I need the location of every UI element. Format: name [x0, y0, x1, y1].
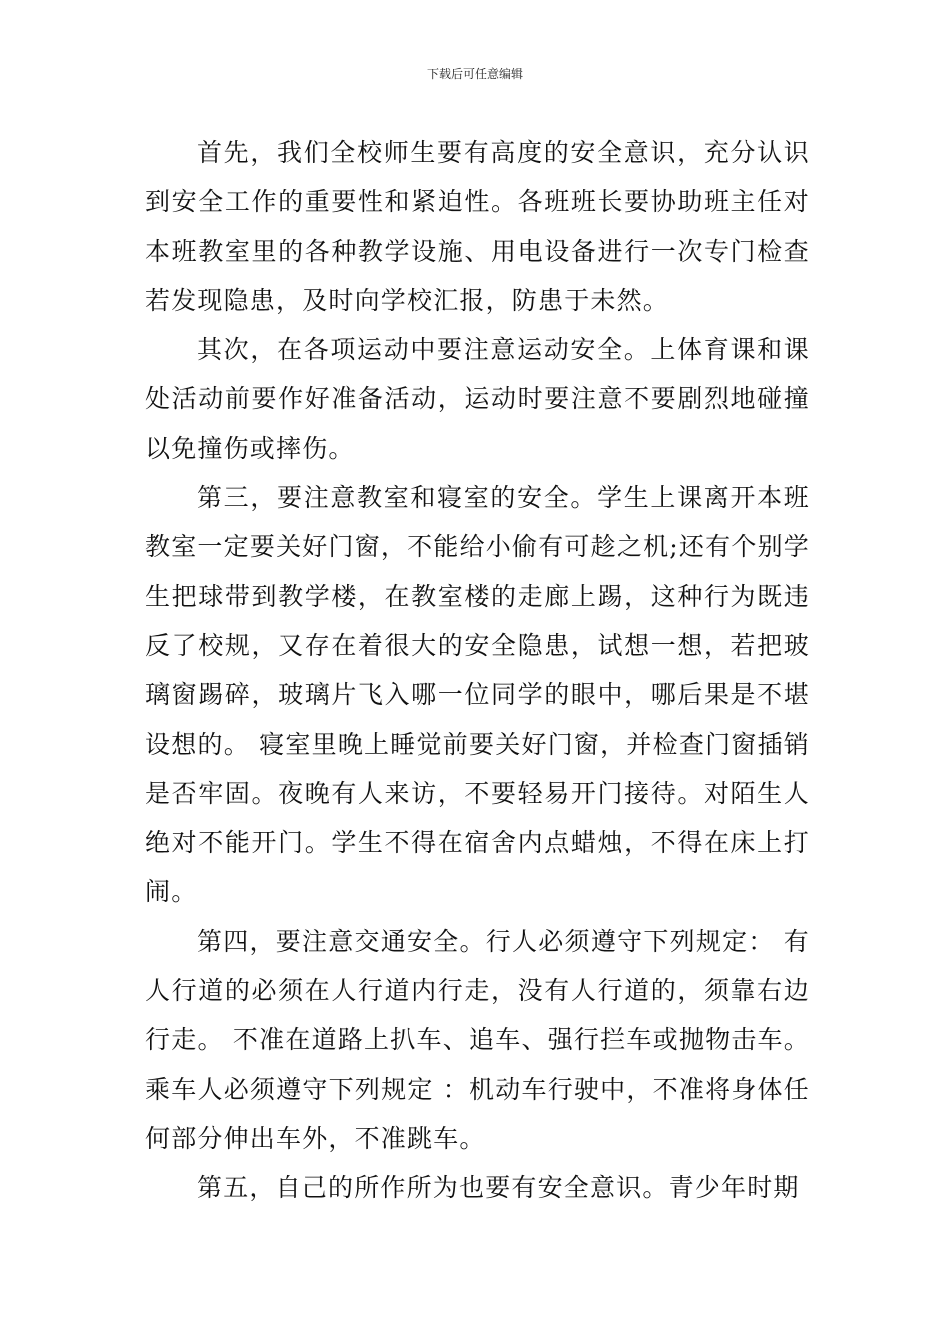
paragraph-5: 第五，自己的所作所为也要有安全意识。青少年时期	[197, 1173, 800, 1203]
paragraph-1: 首先，我们全校师生要有高度的安全意识，充分认识到安全工作的重要性和紧迫性。各班班长要协助班主任对本班教室里的各种教学设施、用电设备进行一次专门检查若发现隐患，及时向学校汇报，防患于未然。	[145, 138, 810, 315]
paragraph-3: 第三，要注意教室和寝室的安全。学生上课离开本班教室一定要关好门窗，不能给小偷有可趁之机;还有个别学生把球带到教学楼，在教室楼的走廊上踢，这种行为既违反了校规，又存在着很大的安全隐患，试想一想，若把玻璃窗踢碎，玻璃片飞入哪一位同学的眼中，哪后果是不堪设想的。 寝室里晚上睡觉前要关好门窗，并检查门窗插销是否牢固。夜晚有人来访，不要轻易开门接待。对陌生人绝对不能开门。学生不得在宿舍内点蜡烛，不得在床上打闹。	[145, 483, 810, 907]
document-body	[145, 128, 810, 1213]
paragraph-4: 第四，要注意交通安全。行人必须遵守下列规定： 有人行道的必须在人行道内行走，没有人行道的，须靠右边行走。 不准在道路上扒车、追车、强行拦车或抛物击车。乘车人必须遵守下列规定 ：机动车行驶中，不准将身体任何部分伸出车外，不准跳车。	[145, 926, 810, 1153]
page-header: 下载后可任意编辑	[426, 67, 523, 81]
paragraph-2: 其次，在各项运动中要注意运动安全。上体育课和课处活动前要作好准备活动，运动时要注意不要剧烈地碰撞以免撞伤或摔伤。	[145, 335, 810, 463]
